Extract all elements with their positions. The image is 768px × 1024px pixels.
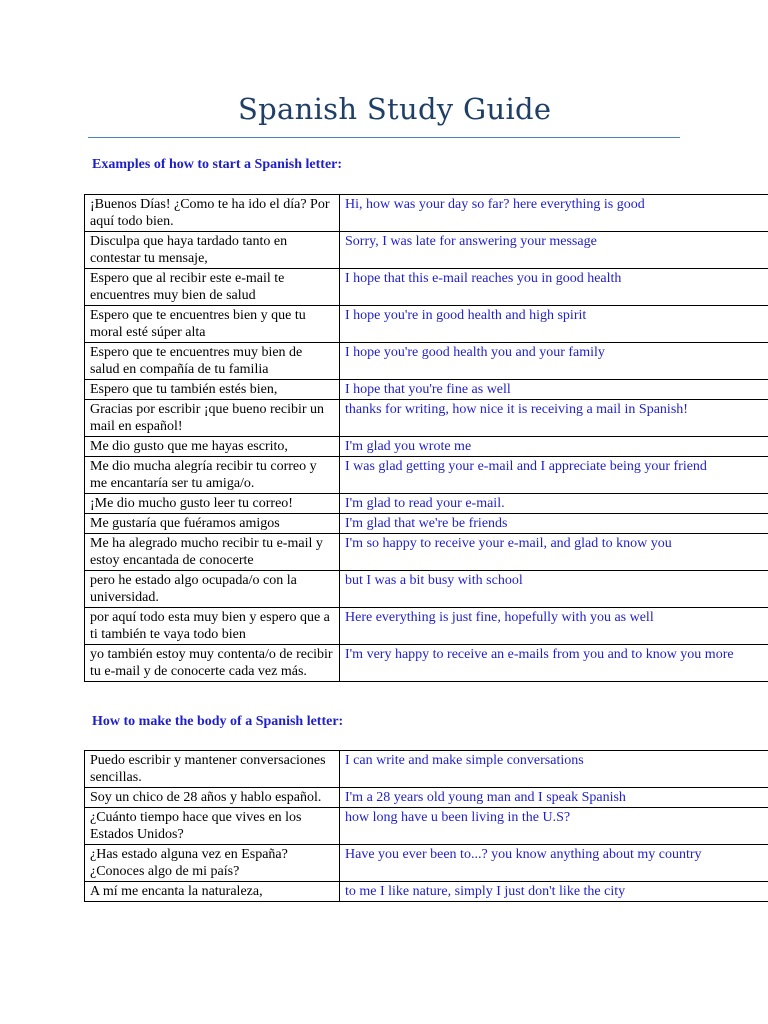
spanish-phrase: Espero que tu también estés bien, xyxy=(85,380,340,400)
table-row xyxy=(85,380,768,400)
spanish-phrase: por aquí todo esta muy bien y espero que a ti también te vaya todo bien xyxy=(85,608,340,645)
spanish-phrase: Me dio gusto que me hayas escrito, xyxy=(85,437,340,457)
english-translation: I was glad getting your e-mail and I appreciate being your friend xyxy=(340,457,768,494)
table-row xyxy=(85,400,768,437)
table-row xyxy=(85,534,768,571)
table-row xyxy=(85,269,768,306)
spanish-phrase: A mí me encanta la naturaleza, xyxy=(85,882,340,902)
spanish-phrase: Me dio mucha alegría recibir tu correo y me encantaría ser tu amiga/o. xyxy=(85,457,340,494)
english-translation: Here everything is just fine, hopefully with you as well xyxy=(340,608,768,645)
table-row xyxy=(85,608,768,645)
spanish-phrase: Me ha alegrado mucho recibir tu e-mail y estoy encantada de conocerte xyxy=(85,534,340,571)
english-translation: I'm glad you wrote me xyxy=(340,437,768,457)
spanish-phrase: Gracias por escribir ¡que bueno recibir un mail en español! xyxy=(85,400,340,437)
section-heading-start: Examples of how to start a Spanish letter: xyxy=(92,157,343,172)
spanish-phrase: Espero que te encuentres muy bien de salud en compañía de tu familia xyxy=(85,343,340,380)
table-row xyxy=(85,232,768,269)
section-heading-body: How to make the body of a Spanish letter: xyxy=(92,714,344,729)
english-translation: I can write and make simple conversations xyxy=(340,751,768,788)
title-underline xyxy=(88,137,680,138)
spanish-phrase: ¡Me dio mucho gusto leer tu correo! xyxy=(85,494,340,514)
english-translation: I'm glad that we're be friends xyxy=(340,514,768,534)
table-row xyxy=(85,514,768,534)
table-row xyxy=(85,195,768,232)
english-translation: I'm a 28 years old young man and I speak Spanish xyxy=(340,788,768,808)
english-translation: Hi, how was your day so far? here everything is good xyxy=(340,195,768,232)
english-translation: I hope that this e-mail reaches you in good health xyxy=(340,269,768,306)
page-title: Spanish Study Guide xyxy=(238,92,552,126)
english-translation: how long have u been living in the U.S? xyxy=(340,808,768,845)
english-translation: I'm glad to read your e-mail. xyxy=(340,494,768,514)
table-row xyxy=(85,882,768,902)
table-row xyxy=(85,571,768,608)
spanish-phrase: Disculpa que haya tardado tanto en contestar tu mensaje, xyxy=(85,232,340,269)
table-row xyxy=(85,306,768,343)
spanish-phrase: Soy un chico de 28 años y hablo español. xyxy=(85,788,340,808)
english-translation: Have you ever been to...? you know anything about my country xyxy=(340,845,768,882)
table-row xyxy=(85,845,768,882)
table-row xyxy=(85,457,768,494)
english-translation: thanks for writing, how nice it is receiving a mail in Spanish! xyxy=(340,400,768,437)
table-row xyxy=(85,645,768,682)
english-translation: I'm very happy to receive an e-mails from you and to know you more xyxy=(340,645,768,682)
spanish-phrase: Me gustaría que fuéramos amigos xyxy=(85,514,340,534)
phrase-table-start xyxy=(84,194,768,682)
spanish-phrase: ¿Has estado alguna vez en España? ¿Conoces algo de mi país? xyxy=(85,845,340,882)
english-translation: to me I like nature, simply I just don't like the city xyxy=(340,882,768,902)
english-translation: I hope that you're fine as well xyxy=(340,380,768,400)
english-translation: I'm so happy to receive your e-mail, and glad to know you xyxy=(340,534,768,571)
table-row xyxy=(85,808,768,845)
phrase-table-body xyxy=(84,750,768,902)
spanish-phrase: Espero que te encuentres bien y que tu moral esté súper alta xyxy=(85,306,340,343)
spanish-phrase: yo también estoy muy contenta/o de recibir tu e-mail y de conocerte cada vez más. xyxy=(85,645,340,682)
table-row xyxy=(85,437,768,457)
english-translation: I hope you're good health you and your family xyxy=(340,343,768,380)
table-row xyxy=(85,788,768,808)
spanish-phrase: ¿Cuánto tiempo hace que vives en los Estados Unidos? xyxy=(85,808,340,845)
english-translation: I hope you're in good health and high spirit xyxy=(340,306,768,343)
table-row xyxy=(85,343,768,380)
spanish-phrase: ¡Buenos Días! ¿Como te ha ido el día? Por aquí todo bien. xyxy=(85,195,340,232)
spanish-phrase: pero he estado algo ocupada/o con la universidad. xyxy=(85,571,340,608)
table-row xyxy=(85,751,768,788)
english-translation: Sorry, I was late for answering your message xyxy=(340,232,768,269)
spanish-phrase: Espero que al recibir este e-mail te encuentres muy bien de salud xyxy=(85,269,340,306)
english-translation: but I was a bit busy with school xyxy=(340,571,768,608)
table-row xyxy=(85,494,768,514)
spanish-phrase: Puedo escribir y mantener conversaciones sencillas. xyxy=(85,751,340,788)
